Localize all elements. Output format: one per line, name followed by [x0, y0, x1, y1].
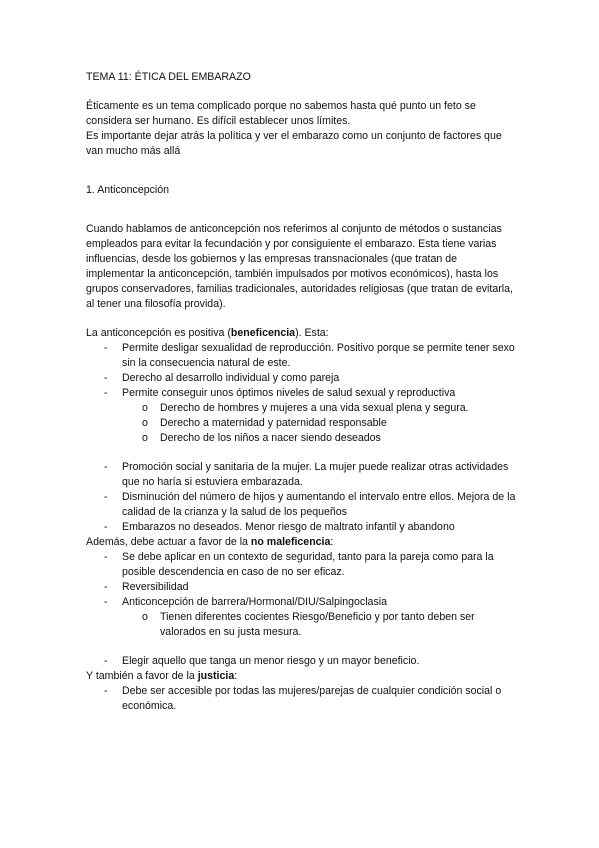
list-item [86, 490, 516, 520]
circle-bullet: o [142, 611, 148, 623]
dash-bullet: - [104, 491, 108, 503]
list-item-text: Permite desligar sexualidad de reproducción. Positivo porque se permite tener sexo sin la consecuencia natural de este. [122, 342, 515, 369]
dash-bullet: - [104, 655, 108, 667]
nonmaleficence-term: no maleficencia [250, 536, 331, 548]
intro-paragraph-1: Éticamente es un tema complicado porque no sabemos hasta qué punto un feto se considera ser humano. Es difícil establecer unos límites. [86, 100, 476, 127]
list-item [86, 654, 516, 669]
document-body [86, 70, 516, 714]
list-item [86, 341, 516, 371]
beneficence-lead-text: La anticoncepción es positiva ( [86, 327, 231, 339]
list-item-text: Disminución del número de hijos y aumentando el intervalo entre ellos. Mejora de la calidad de la crianza y la salud de los pequeños [122, 491, 516, 518]
list-item [86, 386, 516, 446]
beneficence-lead [86, 326, 516, 341]
list-item-text: Reversibilidad [122, 581, 189, 593]
dash-bullet: - [104, 521, 108, 533]
dash-bullet: - [104, 342, 108, 354]
list-item-text: Permite conseguir unos óptimos niveles de salud sexual y reproductiva [122, 387, 456, 399]
intro-block [86, 99, 516, 159]
list-item [86, 460, 516, 490]
list-item [86, 580, 516, 595]
dash-bullet: - [104, 551, 108, 563]
dash-bullet: - [104, 685, 108, 697]
beneficence-term: beneficencia [230, 327, 296, 339]
list-item [86, 684, 516, 714]
section-heading-anticoncepcion: 1. Anticoncepción [86, 184, 170, 196]
sublist-item [86, 610, 516, 640]
nonmaleficence-list-continued [86, 654, 516, 669]
dash-bullet: - [104, 387, 108, 399]
circle-bullet: o [142, 417, 148, 429]
list-item [86, 550, 516, 580]
nonmaleficence-sublist [86, 610, 516, 640]
justice-lead-text: Y también a favor de la [86, 670, 198, 682]
dash-bullet: - [104, 372, 108, 384]
section-paragraph: Cuando hablamos de anticoncepción nos referimos al conjunto de métodos o sustancias empleados para evitar la fecundación y por consiguiente el embarazo. Esta tiene varias influencias, desde los gobiernos y las empresas transnacionales (que tratan de implementar la anticoncepción, también impulsados por motivos económicos), hasta los grupos conservadores, familias tradicionales, autoridades religiosas (que tratan de evitarla, al tener una filosofía provida). [86, 223, 513, 310]
sublist-item-text: Derecho de los niños a nacer siendo deseados [160, 432, 381, 444]
intro-paragraph-2: Es importante dejar atrás la política y ver el embarazo como un conjunto de factores que van mucho más allá [86, 130, 502, 157]
sublist-item-text: Derecho a maternidad y paternidad responsable [160, 417, 387, 429]
sublist-item-text: Derecho de hombres y mujeres a una vida sexual plena y segura. [160, 402, 469, 414]
beneficence-lead-text-end: ). Esta: [295, 327, 329, 339]
dash-bullet: - [104, 581, 108, 593]
beneficence-sublist [86, 401, 516, 446]
dash-bullet: - [104, 461, 108, 473]
list-item [86, 595, 516, 640]
sublist-item [86, 416, 516, 431]
list-item-text: Elegir aquello que tanga un menor riesgo y un mayor beneficio. [122, 655, 420, 667]
beneficence-list-continued [86, 460, 516, 535]
document-title: TEMA 11: ÉTICA DEL EMBARAZO [86, 71, 251, 83]
justice-term: justicia [197, 670, 235, 682]
nonmaleficence-list [86, 550, 516, 640]
list-item-text: Anticoncepción de barrera/Hormonal/DIU/Salpingoclasia [122, 596, 387, 608]
circle-bullet: o [142, 402, 148, 414]
sublist-item-text: Tienen diferentes cocientes Riesgo/Beneficio y por tanto deben ser valorados en su justa mesura. [160, 611, 475, 638]
list-item [86, 520, 516, 535]
beneficence-list [86, 341, 516, 446]
list-item-text: Se debe aplicar en un contexto de seguridad, tanto para la pareja como para la posible descendencia en caso de no ser eficaz. [122, 551, 494, 578]
circle-bullet: o [142, 432, 148, 444]
justice-lead-text-end: : [234, 670, 238, 682]
nonmaleficence-lead-text-end: : [330, 536, 334, 548]
sublist-item [86, 401, 516, 416]
justice-lead [86, 669, 516, 684]
nonmaleficence-lead-text: Además, debe actuar a favor de la [86, 536, 251, 548]
list-item [86, 371, 516, 386]
list-item-text: Derecho al desarrollo individual y como pareja [122, 372, 340, 384]
list-item-text: Embarazos no deseados. Menor riesgo de maltrato infantil y abandono [122, 521, 455, 533]
dash-bullet: - [104, 596, 108, 608]
sublist-item [86, 431, 516, 446]
list-item-text: Debe ser accesible por todas las mujeres/parejas de cualquier condición social o económica. [122, 685, 502, 712]
nonmaleficence-lead [86, 535, 516, 550]
justice-list [86, 684, 516, 714]
list-item-text: Promoción social y sanitaria de la mujer. La mujer puede realizar otras actividades que no haría si estuviera embarazada. [122, 461, 509, 488]
